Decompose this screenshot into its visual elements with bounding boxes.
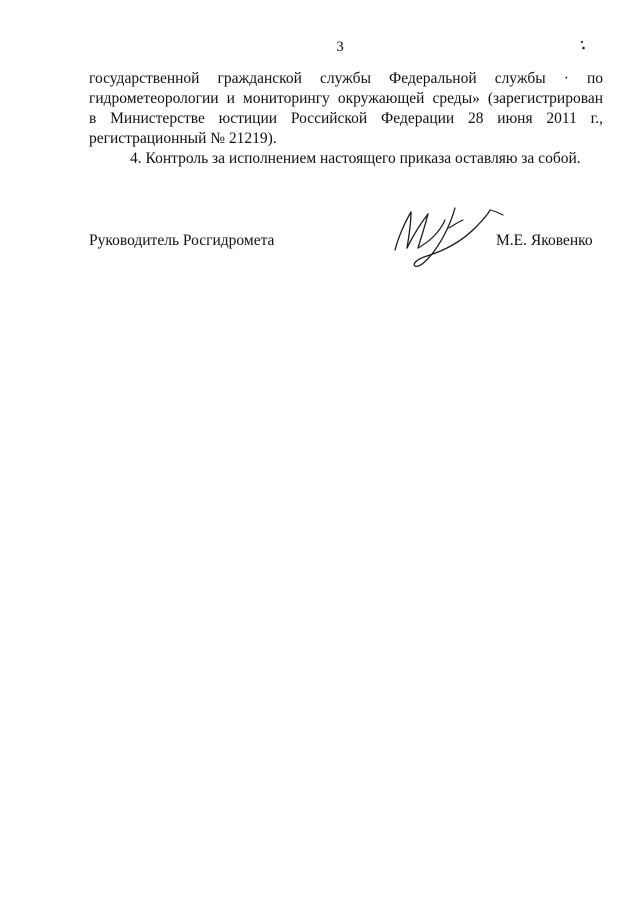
signatory-title: Руководитель Росгидромета	[89, 232, 275, 249]
page-number: 3	[336, 39, 344, 55]
body-line: государственной гражданской службы Федеральной службы · по	[89, 70, 603, 87]
signatory-name: М.Е. Яковенко	[496, 232, 593, 249]
body-line: регистрационный № 21219).	[89, 130, 277, 147]
handwritten-signature	[385, 198, 510, 278]
body-line: в Министерстве юстиции Российской Федерации 28 июня 2011 г.,	[89, 110, 603, 127]
body-paragraph-continuation	[89, 69, 603, 149]
body-line: гидрометеорологии и мониторингу окружающей среды» (зарегистрирован	[89, 90, 603, 107]
paragraph-4: 4. Контроль за исполнением настоящего приказа оставляю за собой.	[130, 150, 581, 167]
margin-mark	[579, 38, 587, 52]
